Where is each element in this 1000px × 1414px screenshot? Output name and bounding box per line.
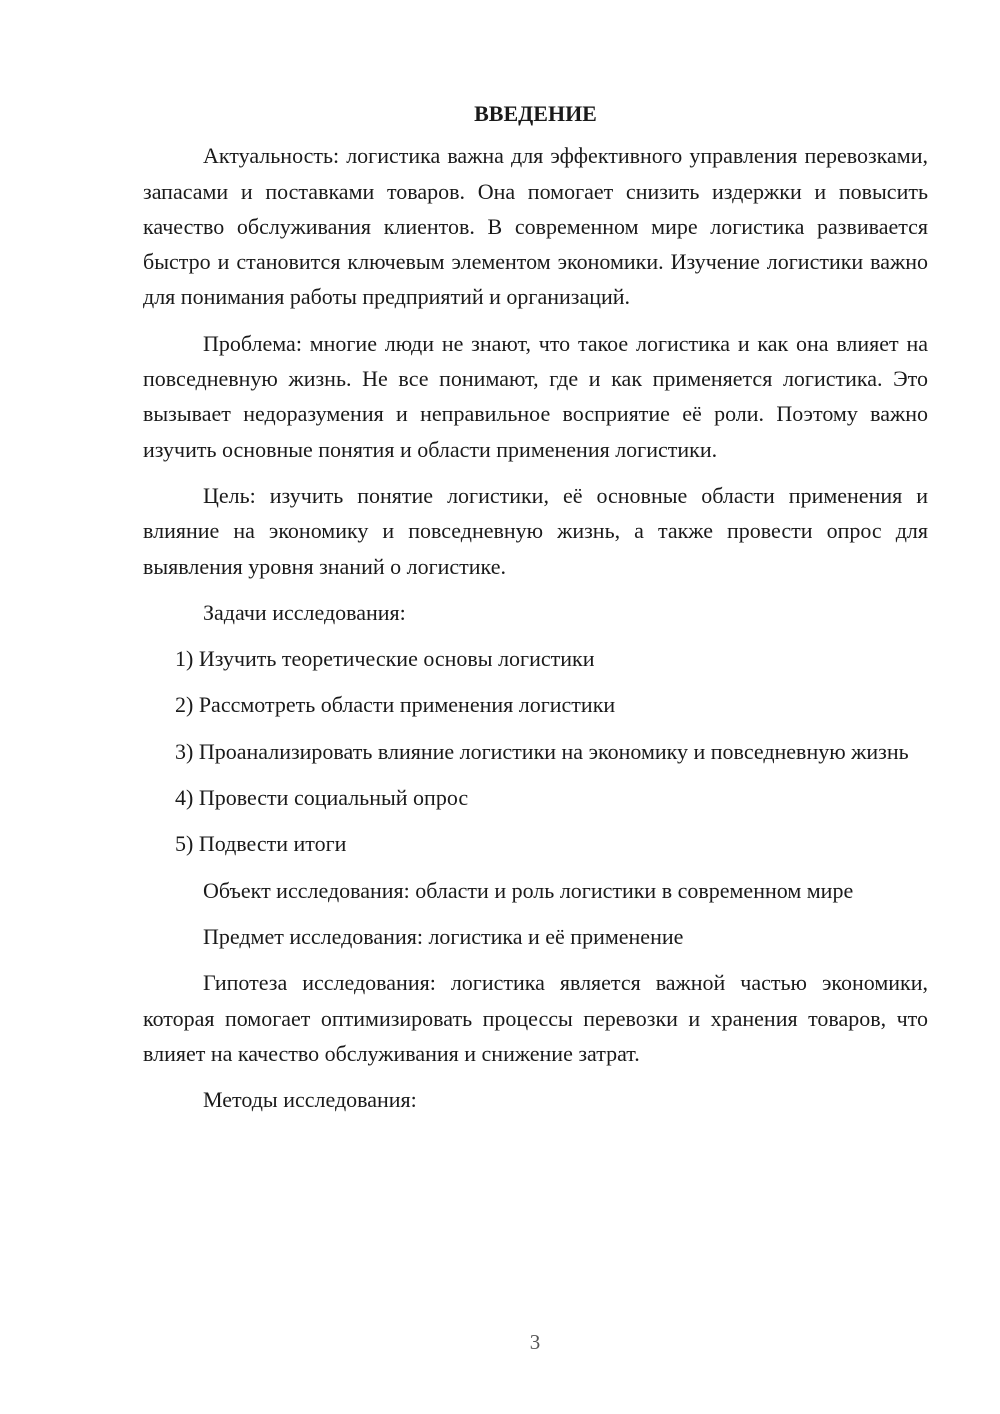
methods-paragraph: Методы исследования: bbox=[203, 1087, 417, 1113]
page-number: 3 bbox=[529, 1330, 541, 1354]
task-item-2: 2) Рассмотреть области применения логистики bbox=[175, 692, 616, 718]
relevance-paragraph: Актуальность: логистика важна для эффективного управления перевозками, запасами и поставками товаров. Она помогает снизить издержки и повысить качество обслуживания клиентов. В современном мире логистика развивается быстро и становится ключевым элементом экономики. Изучение логистики важно для понимания работы предприятий и организаций. bbox=[143, 143, 928, 310]
subject-paragraph: Предмет исследования: логистика и её применение bbox=[203, 923, 684, 949]
object-paragraph: Объект исследования: области и роль логистики в современном мире bbox=[203, 877, 854, 903]
task-item-4: 4) Провести социальный опрос bbox=[175, 785, 469, 811]
task-item-5: 5) Подвести итоги bbox=[175, 831, 347, 857]
page-content bbox=[143, 96, 928, 1128]
task-item-1: 1) Изучить теоретические основы логистики bbox=[175, 646, 595, 672]
goal-paragraph: Цель: изучить понятие логистики, её основные области применения и влияние на экономику и повседневную жизнь, а также провести опрос для выявления уровня знаний о логистике. bbox=[143, 482, 928, 579]
hypothesis-paragraph: Гипотеза исследования: логистика является важной частью экономики, которая помогает оптимизировать процессы перевозки и хранения товаров, что влияет на качество обслуживания и снижение затрат. bbox=[143, 970, 928, 1066]
section-heading: ВВЕДЕНИЕ bbox=[474, 101, 597, 126]
tasks-title: Задачи исследования: bbox=[203, 599, 406, 625]
task-item-3: 3) Проанализировать влияние логистики на экономику и повседневную жизнь bbox=[175, 738, 909, 764]
problem-paragraph: Проблема: многие люди не знают, что такое логистика и как она влияет на повседневную жизнь. Не все понимают, где и как применяется логистика. Это вызывает недоразумения и неправильное восприятие её роли. Поэтому важно изучить основные понятия и области применения логистики. bbox=[143, 330, 928, 462]
